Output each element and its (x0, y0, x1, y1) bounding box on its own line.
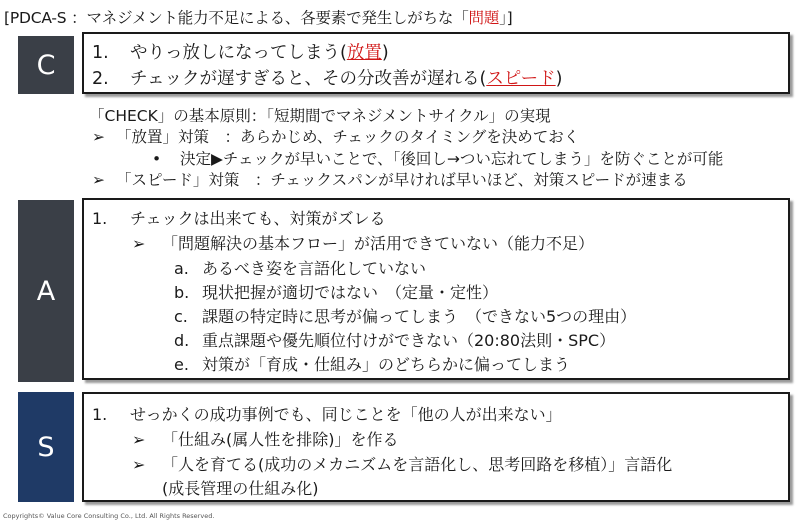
section-box-s (82, 392, 790, 502)
c-item-2: 2. チェックが遅すぎると、その分改善が遅れる(スピード) (92, 69, 563, 89)
a-letter-c: c. 課題の特定時に思考が偏ってしまう （できない5つの理由） (174, 307, 637, 326)
a-letter-b: b. 現状把握が適切ではない （定量・定性） (174, 283, 499, 302)
s-sub-item-2-cont: (成長管理の仕組み化) (162, 479, 319, 498)
check-principle-heading: 「CHECK」の基本原則：「短期間でマネジメントサイクル」の実現 (89, 107, 551, 125)
page-title: [PDCA-S ：マネジメント能力不足による、各要素で発生しがちな「問題」] (4, 9, 513, 27)
a-letter-e: e. 対策が「育成・仕組み」のどちらかに偏ってしまう (174, 355, 571, 374)
c-item-1-emphasis: 放置 (346, 43, 382, 63)
s-sub-item-2: ➢ 「人を育てる(成功のメカニズムを言語化し、思考回路を移植）」言語化 (132, 455, 673, 474)
a-sub-item: ➢ 「問題解決の基本フロー」が活用できていない（能力不足） (132, 234, 595, 253)
bullet-arrow-icon: ➢ (132, 430, 146, 449)
c-item-1: 1. やりっ放しになってしまう(放置) (92, 43, 389, 63)
section-label-c: C (18, 36, 74, 94)
s-item-1: 1. せっかくの成功事例でも、同じことを「他の人が出来ない」 (92, 405, 562, 424)
title-highlight: 問題 (468, 9, 500, 27)
bullet-arrow-icon: ➢ (92, 128, 105, 146)
s-sub-item-1: ➢ 「仕組み(属人性を排除)」を作る (132, 430, 399, 449)
c-item-2-emphasis: スピード (486, 69, 556, 89)
section-label-a: A (18, 200, 74, 382)
a-item-1: 1. チェックは出来ても、対策がズレる (92, 209, 386, 228)
section-box-a (82, 198, 790, 380)
bullet-arrow-icon: ➢ (132, 234, 146, 253)
neglect-countermeasure: ➢ 「放置」対策 ：あらかじめ、チェックのタイミングを決めておく (92, 128, 580, 146)
speed-countermeasure: ➢ 「スピード」対策 ：チェックスパンが早ければ早いほど、対策スピードが速まる (92, 171, 688, 189)
section-box-c (82, 32, 790, 94)
a-letter-d: d. 重点課題や優先順位付けができない（20:80法則・SPC） (174, 331, 616, 350)
bullet-dot-icon: • (152, 150, 162, 168)
copyright: Copyrights© Value Core Consulting Co., Ltd. All Rights Reserved. (3, 512, 215, 520)
a-letter-a: a. あるべき姿を言語化していない (174, 259, 427, 278)
section-label-s: S (18, 392, 74, 502)
bullet-arrow-icon: ➢ (132, 455, 146, 474)
neglect-detail: • 決定▶チェックが早いことで、「後回し→つい忘れてしまう」を防ぐことが可能 (152, 150, 724, 168)
bullet-arrow-icon: ➢ (92, 171, 105, 189)
